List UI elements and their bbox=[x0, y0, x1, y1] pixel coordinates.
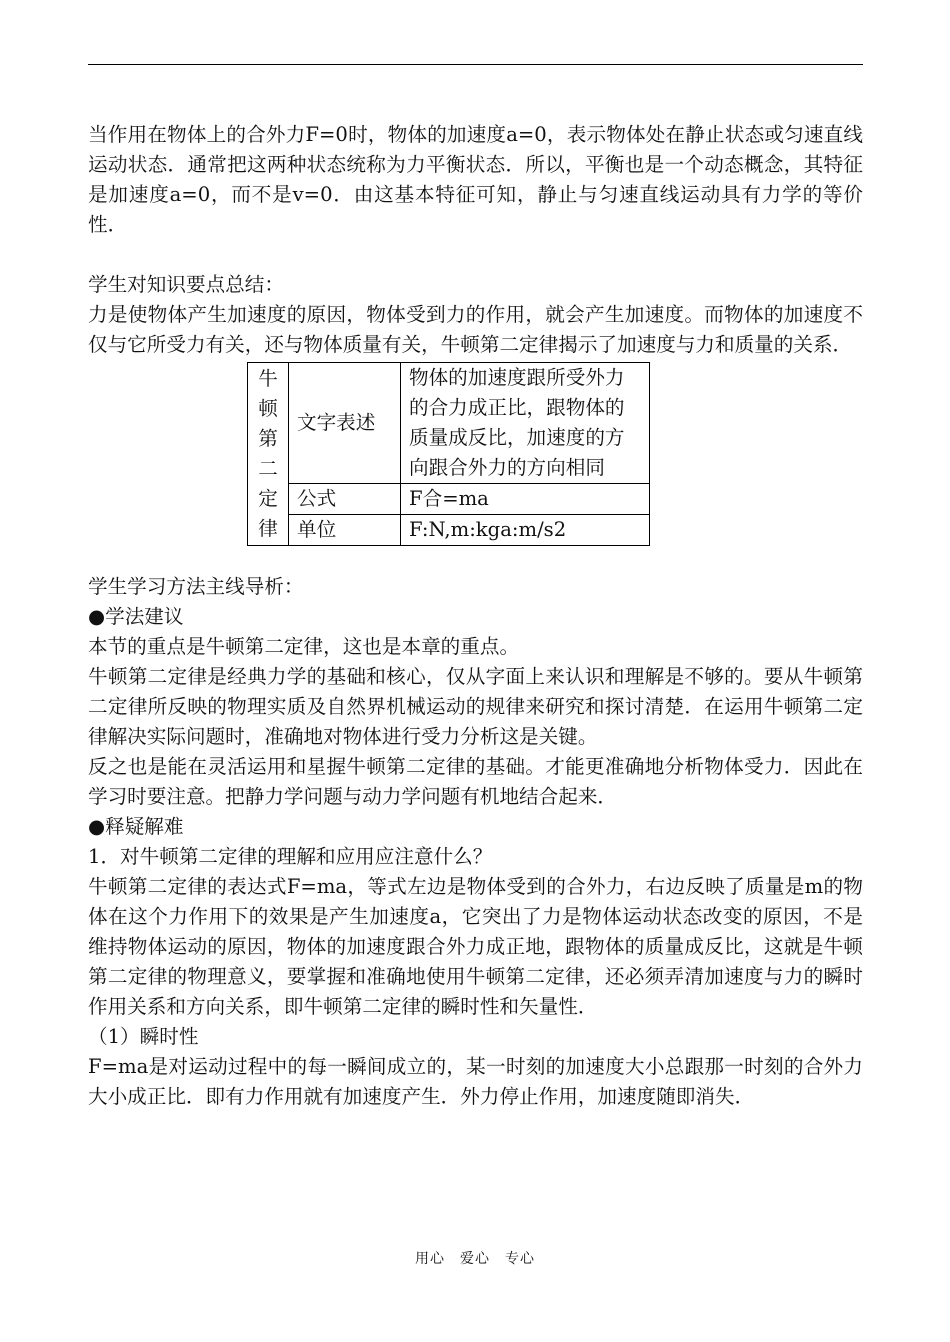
table-key: 单位 bbox=[289, 515, 401, 546]
page-content bbox=[88, 120, 863, 1112]
paragraph: 本节的重点是牛顿第二定律，这也是本章的重点。 bbox=[88, 635, 520, 658]
table-key: 文字表述 bbox=[289, 363, 401, 484]
table-value: F合=ma bbox=[401, 484, 650, 515]
question: 1．对牛顿第二定律的理解和应用应注意什么？ bbox=[88, 845, 493, 868]
section-heading: 学生学习方法主线导析： bbox=[88, 575, 304, 598]
newton-second-law-table bbox=[247, 362, 650, 546]
table-value: 物体的加速度跟所受外力的合力成正比，跟物体的质量成反比，加速度的方向跟合外力的方向相同 bbox=[401, 363, 650, 484]
subheading: ●释疑解难 bbox=[88, 815, 184, 838]
table-value: F:N,m:kga:m/s2 bbox=[401, 515, 650, 546]
subheading: ●学法建议 bbox=[88, 605, 184, 628]
paragraph: 力是使物体产生加速度的原因，物体受到力的作用，就会产生加速度。而物体的加速度不仅与它所受力有关，还与物体质量有关，牛顿第二定律揭示了加速度与力和质量的关系． bbox=[88, 303, 863, 356]
paragraph: 牛顿第二定律的表达式F=ma，等式左边是物体受到的合外力，右边反映了质量是m的物体在这个力作用下的效果是产生加速度a，它突出了力是物体运动状态改变的原因，不是维持物体运动的原因，物体的加速度跟合外力成正地，跟物体的质量成反比，这就是牛顿第二定律的物理意义，要掌握和准确地使用牛顿第二定律，还必须弄清加速度与力的瞬时作用关系和方向关系，即牛顿第二定律的瞬时性和矢量性． bbox=[88, 875, 863, 1018]
paragraph: 当作用在物体上的合外力F=0时，物体的加速度a=0，表示物体处在静止状态或匀速直线运动状态．通常把这两种状态统称为力平衡状态．所以，平衡也是一个动态概念，其特征是加速度a=0，而不是v=0．由这基本特征可知，静止与匀速直线运动具有力学的等价性． bbox=[88, 123, 863, 236]
paragraph: F=ma是对运动过程中的每一瞬间成立的，某一时刻的加速度大小总跟那一时刻的合外力大小成正比．即有力作用就有加速度产生．外力停止作用，加速度随即消失． bbox=[88, 1055, 863, 1108]
paragraph: 牛顿第二定律是经典力学的基础和核心，仅从字面上来认识和理解是不够的。要从牛顿第二定律所反映的物理实质及自然界机械运动的规律来研究和探讨清楚．在运用牛顿第二定律解决实际问题时，准确地对物体进行受力分析这是关键。 bbox=[88, 665, 863, 748]
header-rule bbox=[88, 64, 863, 65]
table-vertical-title: 牛 顿 第 二 定 律 bbox=[248, 363, 289, 546]
subheading: （1）瞬时性 bbox=[88, 1025, 199, 1048]
section-heading: 学生对知识要点总结： bbox=[88, 273, 284, 296]
paragraph: 反之也是能在灵活运用和星握牛顿第二定律的基础。才能更准确地分析物体受力．因此在学习时要注意。把静力学问题与动力学问题有机地结合起来． bbox=[88, 755, 863, 808]
page-footer: 用心 爱心 专心 bbox=[415, 1251, 535, 1267]
table-key: 公式 bbox=[289, 484, 401, 515]
